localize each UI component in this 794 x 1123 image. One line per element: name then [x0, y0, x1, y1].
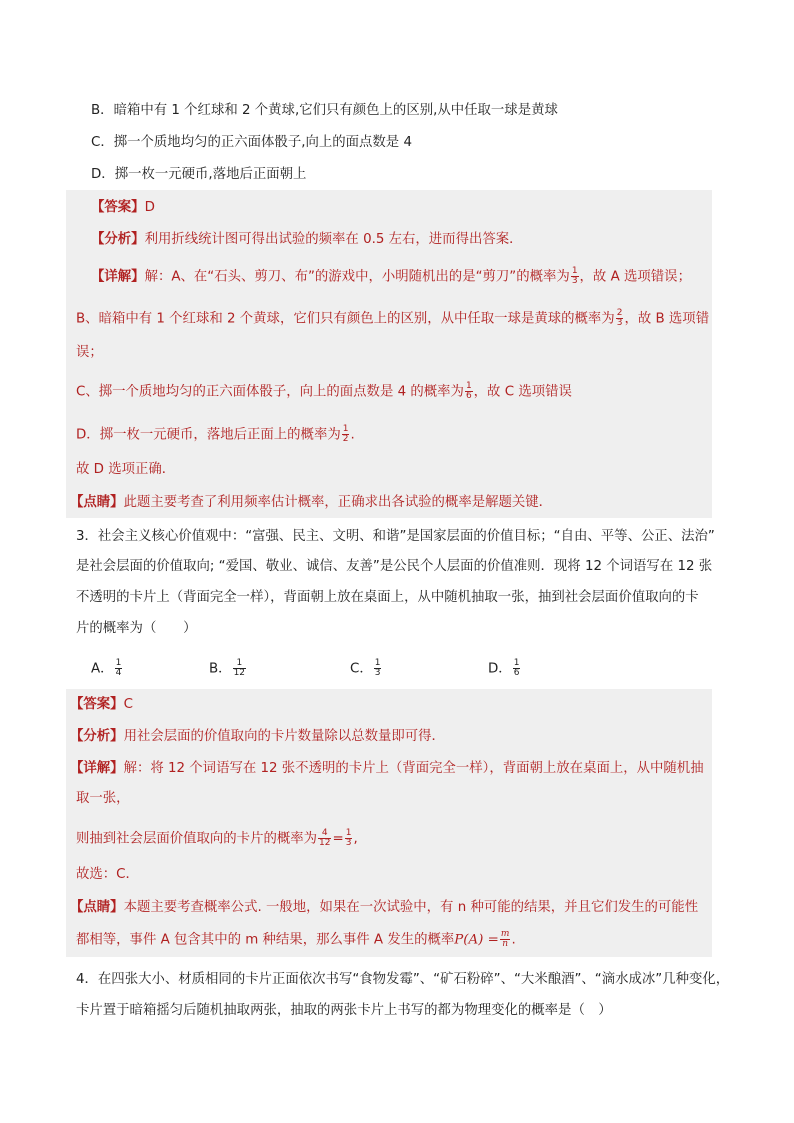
answer-tag: 【答案】 [91, 200, 145, 215]
probability-formula: P(A) = [454, 932, 499, 948]
detail-tag: 【详解】 [91, 269, 145, 285]
analysis-tag: 【分析】 [70, 729, 124, 744]
q3-option-a: A． $\frac{1}{4}$ [91, 658, 122, 678]
analysis-text: 利用折线统计图可得出试验的频率在 0.5 左右，进而得出答案． [144, 232, 523, 247]
q3-remark-2: 都相等，事件 A 包含其中的 m 种结果，那么事件 A 发生的概率P(A) = $\frac{m}{n}$ . [76, 929, 516, 949]
remark-tag: 【点睛】 [70, 900, 124, 915]
q3-line-1: 3．社会主义核心价值观中：“富强、民主、文明、和谐”是国家层面的价值目标；“自由、平等、公正、法治” [76, 529, 715, 544]
q3-line-4: 片的概率为（ ） [76, 621, 197, 636]
analysis-tag: 【分析】 [91, 232, 145, 247]
q3-option-b: B． $\frac{1}{12}$ [209, 658, 246, 678]
detail-b-pre: B、暗箱中有 1 个红球和 2 个黄球，它们只有颜色上的区别，从中任取一球是黄球的概率为 [76, 311, 615, 327]
detail-text-1: 解：将 12 个词语写在 12 张不透明的卡片上（背面完全一样），背面朝上放在桌面上，从中随机抽 [123, 761, 704, 776]
detail-c-post: ，故 C 选项错误 [473, 384, 572, 400]
q3-option-c: C． $\frac{1}{3}$ [350, 658, 381, 678]
fraction: $\frac{1}{12}$ [233, 658, 246, 678]
q2-detail-d [76, 425, 355, 446]
option-c-text: C．掷一个质地均匀的正六面体骰子,向上的面点数是 4 [91, 135, 412, 150]
remark-text-2: 都相等，事件 A 包含其中的 m 种结果，那么事件 A 发生的概率 [76, 932, 455, 948]
fraction: $\frac{1}{6}$ [465, 381, 472, 401]
q3-detail-3: 则抽到社会层面价值取向的卡片的概率为 $\frac{4}{12}$ = $\frac{1}{3}$ , [76, 828, 358, 848]
detail-tag: 【详解】 [70, 761, 124, 776]
q2-conclusion: 故 D 选项正确． [76, 462, 176, 477]
fraction: $\frac{2}{3}$ [616, 308, 623, 328]
q3-line-3: 不透明的卡片上（背面完全一样），背面朝上放在桌面上，从中随机抽取一张，抽到社会层面价值取向的卡 [76, 590, 699, 605]
fraction: $\frac{4}{12}$ [319, 828, 331, 848]
fraction: $\frac{1}{3}$ [345, 828, 352, 848]
detail-b-post: ，故 B 选项错 [624, 311, 710, 327]
q2-detail-b [76, 309, 709, 330]
answer-value: C [123, 697, 133, 712]
remark-text-1: 本题主要考查概率公式. 一般地，如果在一次试验中，有 n 种可能的结果，并且它们发生的可能性 [123, 900, 699, 915]
detail-d-post: . [350, 427, 355, 443]
fraction: $\frac{1}{4}$ [115, 658, 122, 678]
fraction: $\frac{1}{3}$ [571, 266, 578, 286]
q3-analysis [70, 727, 445, 747]
detail-a-post: ，故 A 选项错误； [579, 269, 691, 285]
q3-choose: 故选：C． [76, 867, 139, 882]
detail-d-pre: D．掷一枚一元硬币，落地后正面上的概率为 [76, 427, 341, 443]
q4-line-1: 4．在四张大小、材质相同的卡片正面依次书写“食物发霉”、“矿石粉碎”、“大米酿酒”、“滴水成冰”几种变化， [76, 972, 730, 987]
q3-remark-1 [70, 898, 698, 918]
detail-c-pre: C、掷一个质地均匀的正六面体骰子，向上的面点数是 4 的概率为 [76, 384, 464, 400]
remark-tag: 【点睛】 [70, 495, 124, 510]
q2-remark [70, 493, 552, 513]
option-d-text: D．掷一枚一元硬币,落地后正面朝上 [91, 167, 307, 182]
fraction: $\frac{m}{n}$ [500, 929, 510, 949]
q3-line-2: 是社会层面的价值取向; “爱国、敬业、诚信、友善”是公民个人层面的价值准则．现将 12 个词语写在 12 张 [76, 559, 713, 574]
q3-detail-1 [70, 759, 704, 779]
q2-detail-c [76, 382, 572, 403]
q3-detail-2: 取一张， [76, 791, 130, 806]
fraction: $\frac{1}{6}$ [513, 658, 520, 678]
analysis-text: 用社会层面的价值取向的卡片数量除以总数量即可得． [123, 729, 445, 744]
q3-answer [70, 695, 133, 715]
q2-answer [91, 198, 155, 218]
answer-value: D [144, 200, 155, 215]
option-b-text: B．暗箱中有 1 个红球和 2 个黄球,它们只有颜色上的区别,从中任取一球是黄球 [91, 103, 558, 118]
q4-line-2: 卡片置于暗箱摇匀后随机抽取两张，抽取的两张卡片上书写的都为物理变化的概率是（ ） [76, 1003, 612, 1018]
detail-a-pre: 解：A、在“石头、剪刀、布”的游戏中，小明随机出的是“剪刀”的概率为 [144, 269, 570, 285]
answer-tag: 【答案】 [70, 697, 124, 712]
q2-detail-b-wrap: 误； [76, 345, 103, 360]
q2-analysis [91, 230, 523, 250]
fraction: $\frac{1}{2}$ [342, 424, 349, 444]
q2-detail-a [91, 267, 691, 288]
remark-text: 此题主要考查了利用频率估计概率，正确求出各试验的概率是解题关键． [123, 495, 553, 510]
q3-option-d: D． $\frac{1}{6}$ [488, 658, 520, 678]
fraction: $\frac{1}{3}$ [374, 658, 381, 678]
detail-3-pre: 则抽到社会层面价值取向的卡片的概率为 [76, 831, 318, 847]
